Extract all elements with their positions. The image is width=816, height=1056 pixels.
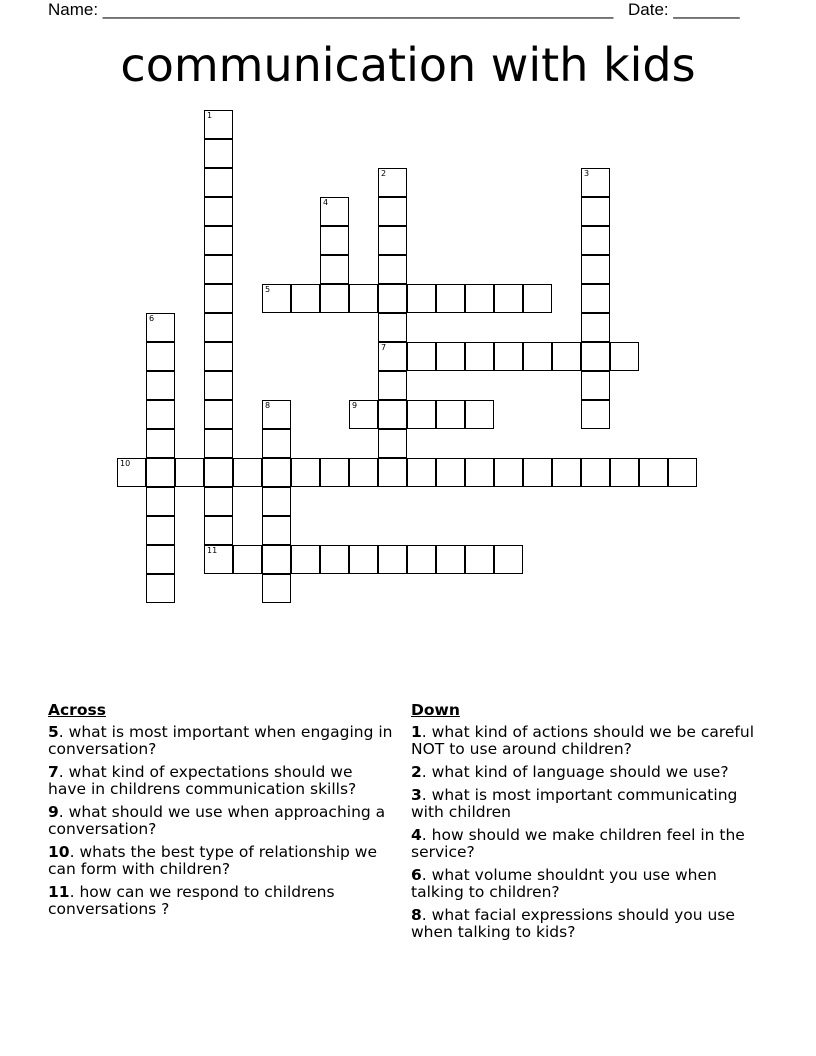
- grid-cell[interactable]: [204, 487, 233, 516]
- grid-cell[interactable]: [581, 371, 610, 400]
- grid-cell[interactable]: [436, 458, 465, 487]
- grid-cell[interactable]: [175, 458, 204, 487]
- grid-cell[interactable]: [465, 284, 494, 313]
- grid-cell[interactable]: [349, 400, 378, 429]
- grid-cell[interactable]: [436, 400, 465, 429]
- clue-number: 11: [48, 883, 70, 901]
- clue-text: what is most important communicating with children: [411, 786, 738, 821]
- grid-cell[interactable]: [494, 284, 523, 313]
- grid-cell[interactable]: [204, 342, 233, 371]
- grid-cell[interactable]: [523, 342, 552, 371]
- grid-cell[interactable]: [262, 429, 291, 458]
- grid-cell[interactable]: [581, 197, 610, 226]
- clue-number: 3: [411, 786, 422, 804]
- cell-number: 7: [381, 343, 387, 352]
- grid-cell[interactable]: [465, 400, 494, 429]
- cell-number: 8: [265, 401, 271, 410]
- clue-text: how should we make children feel in the service?: [411, 826, 745, 861]
- down-clues: [411, 702, 771, 947]
- grid-cell[interactable]: [523, 284, 552, 313]
- cell-number: 1: [207, 111, 213, 120]
- grid-cell[interactable]: [204, 226, 233, 255]
- clue-text: what should we use when approaching a conversation?: [48, 803, 386, 838]
- grid-cell[interactable]: [320, 545, 349, 574]
- cell-number: 9: [352, 401, 358, 410]
- cell-number: 11: [207, 546, 218, 555]
- clue-item: 2. what kind of language should we use?: [411, 763, 729, 781]
- grid-cell[interactable]: [378, 255, 407, 284]
- clue-item: 9. what should we use when approaching a conversation?: [48, 803, 386, 838]
- grid-cell[interactable]: [378, 545, 407, 574]
- grid-cell[interactable]: [262, 487, 291, 516]
- grid-cell[interactable]: [262, 400, 291, 429]
- grid-cell[interactable]: [378, 458, 407, 487]
- grid-cell[interactable]: [146, 545, 175, 574]
- clue-text: what kind of language should we use?: [431, 763, 729, 781]
- grid-cell[interactable]: [407, 342, 436, 371]
- grid-cell[interactable]: [262, 284, 291, 313]
- grid-cell[interactable]: [146, 487, 175, 516]
- grid-cell[interactable]: [436, 545, 465, 574]
- clue-item: 3. what is most important communicating with children: [411, 786, 738, 821]
- grid-cell[interactable]: [378, 371, 407, 400]
- grid-cell[interactable]: [378, 197, 407, 226]
- cell-number: 4: [323, 198, 329, 207]
- down-heading: Down: [411, 701, 460, 719]
- grid-cell[interactable]: [407, 400, 436, 429]
- grid-cell[interactable]: [349, 284, 378, 313]
- clue-number: 9: [48, 803, 59, 821]
- grid-cell[interactable]: [262, 545, 291, 574]
- grid-cell[interactable]: [204, 110, 233, 139]
- clue-item: 10. whats the best type of relationship we can form with children?: [48, 843, 378, 878]
- grid-cell[interactable]: [146, 429, 175, 458]
- clue-number: 6: [411, 866, 422, 884]
- grid-cell[interactable]: [581, 226, 610, 255]
- cell-number: 10: [120, 459, 131, 468]
- clue-number: 2: [411, 763, 422, 781]
- grid-cell[interactable]: [204, 429, 233, 458]
- grid-cell[interactable]: [204, 371, 233, 400]
- grid-cell[interactable]: [581, 342, 610, 371]
- grid-cell[interactable]: [320, 197, 349, 226]
- grid-cell[interactable]: [494, 458, 523, 487]
- clue-number: 8: [411, 906, 422, 924]
- grid-cell[interactable]: [320, 458, 349, 487]
- grid-cell[interactable]: [407, 284, 436, 313]
- clue-item: 7. what kind of expectations should we have in childrens communication skills?: [48, 763, 357, 798]
- grid-cell[interactable]: [494, 545, 523, 574]
- grid-cell[interactable]: [349, 545, 378, 574]
- grid-cell[interactable]: [610, 342, 639, 371]
- grid-cell[interactable]: [146, 400, 175, 429]
- grid-cell[interactable]: [146, 371, 175, 400]
- grid-cell[interactable]: [262, 458, 291, 487]
- grid-cell[interactable]: [146, 342, 175, 371]
- grid-cell[interactable]: [146, 574, 175, 603]
- grid-cell[interactable]: [349, 458, 378, 487]
- page-title: communication with kids: [120, 38, 696, 92]
- grid-cell[interactable]: [204, 168, 233, 197]
- grid-cell[interactable]: [291, 545, 320, 574]
- grid-cell[interactable]: [204, 284, 233, 313]
- grid-cell[interactable]: [581, 284, 610, 313]
- grid-cell[interactable]: [204, 255, 233, 284]
- grid-cell[interactable]: [204, 139, 233, 168]
- grid-cell[interactable]: [204, 458, 233, 487]
- grid-cell[interactable]: [146, 313, 175, 342]
- grid-cell[interactable]: [320, 255, 349, 284]
- grid-cell[interactable]: [146, 458, 175, 487]
- grid-cell[interactable]: [581, 458, 610, 487]
- grid-cell[interactable]: [523, 458, 552, 487]
- grid-cell[interactable]: [262, 516, 291, 545]
- clue-number: 1: [411, 723, 422, 741]
- grid-cell[interactable]: [117, 458, 146, 487]
- clue-text: what volume shouldnt you use when talking to children?: [411, 866, 717, 901]
- across-list: [48, 724, 393, 918]
- grid-cell[interactable]: [436, 342, 465, 371]
- grid-cell[interactable]: [378, 226, 407, 255]
- grid-cell[interactable]: [378, 313, 407, 342]
- grid-cell[interactable]: [581, 313, 610, 342]
- grid-cell[interactable]: [465, 342, 494, 371]
- grid-cell[interactable]: [581, 400, 610, 429]
- grid-cell[interactable]: [581, 168, 610, 197]
- grid-cell[interactable]: [262, 574, 291, 603]
- grid-cell[interactable]: [204, 516, 233, 545]
- grid-cell[interactable]: [378, 429, 407, 458]
- grid-cell[interactable]: [378, 400, 407, 429]
- grid-cell[interactable]: [146, 516, 175, 545]
- grid-cell[interactable]: [668, 458, 697, 487]
- grid-cell[interactable]: [407, 458, 436, 487]
- grid-cell[interactable]: [639, 458, 668, 487]
- grid-cell[interactable]: [204, 400, 233, 429]
- clue-text: what is most important when engaging in conversation?: [48, 723, 393, 758]
- grid-cell[interactable]: [291, 284, 320, 313]
- cell-number: 3: [584, 169, 590, 178]
- clue-item: 6. what volume shouldnt you use when talking to children?: [411, 866, 717, 901]
- clue-item: 8. what facial expressions should you use when talking to kids?: [411, 906, 735, 941]
- grid-cell[interactable]: [291, 458, 320, 487]
- clue-text: what kind of actions should we be careful NOT to use around children?: [411, 723, 755, 758]
- cell-number: 6: [149, 314, 155, 323]
- cell-number: 2: [381, 169, 387, 178]
- clue-number: 7: [48, 763, 59, 781]
- date-field[interactable]: Date: _______: [628, 0, 740, 19]
- down-list: [411, 724, 771, 941]
- grid-cell[interactable]: [465, 545, 494, 574]
- grid-cell[interactable]: [581, 255, 610, 284]
- grid-cell[interactable]: [204, 197, 233, 226]
- grid-cell[interactable]: [552, 458, 581, 487]
- grid-cell[interactable]: [204, 313, 233, 342]
- clue-item: 11. how can we respond to childrens conversations ?: [48, 883, 335, 918]
- across-clues: [48, 702, 393, 924]
- grid-cell[interactable]: [320, 226, 349, 255]
- clue-number: 5: [48, 723, 59, 741]
- clue-item: 5. what is most important when engaging in conversation?: [48, 723, 393, 758]
- cell-number: 5: [265, 285, 271, 294]
- grid-cell[interactable]: [610, 458, 639, 487]
- across-heading: Across: [48, 701, 106, 719]
- grid-cell[interactable]: [407, 545, 436, 574]
- grid-cell[interactable]: [436, 284, 465, 313]
- clue-text: what kind of expectations should we have in childrens communication skills?: [48, 763, 357, 798]
- clue-item: 4. how should we make children feel in the service?: [411, 826, 745, 861]
- grid-cell[interactable]: [320, 284, 349, 313]
- grid-cell[interactable]: [552, 342, 581, 371]
- grid-cell[interactable]: [233, 458, 262, 487]
- clue-text: whats the best type of relationship we can form with children?: [48, 843, 378, 878]
- grid-cell[interactable]: [378, 342, 407, 371]
- grid-cell[interactable]: [378, 168, 407, 197]
- clue-number: 10: [48, 843, 70, 861]
- clue-item: 1. what kind of actions should we be careful NOT to use around children?: [411, 723, 755, 758]
- grid-cell[interactable]: [494, 342, 523, 371]
- grid-cell[interactable]: [204, 545, 233, 574]
- grid-cell[interactable]: [465, 458, 494, 487]
- grid-cell[interactable]: [378, 284, 407, 313]
- clue-text: how can we respond to childrens conversations ?: [48, 883, 335, 918]
- clue-text: what facial expressions should you use when talking to kids?: [411, 906, 735, 941]
- name-field[interactable]: Name: ______________________________________________________: [48, 0, 614, 19]
- clue-number: 4: [411, 826, 422, 844]
- grid-cell[interactable]: [233, 545, 262, 574]
